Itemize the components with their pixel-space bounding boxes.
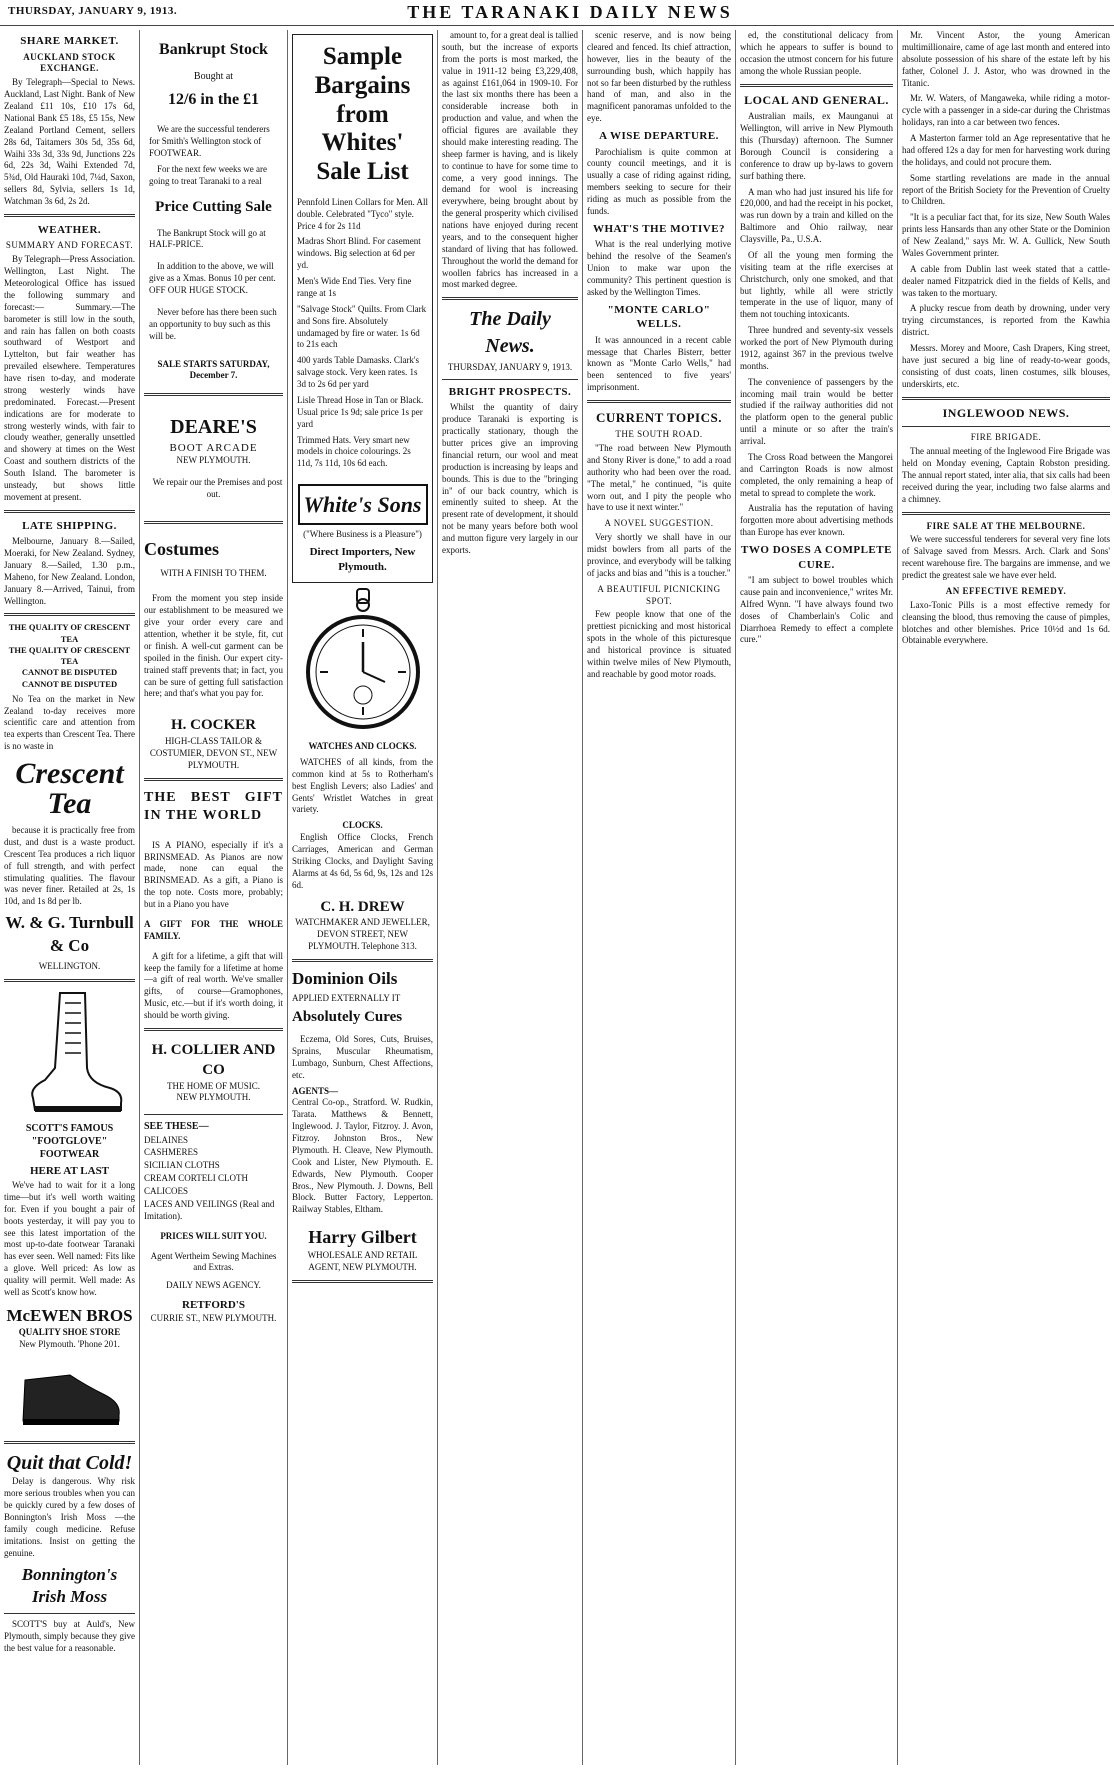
crescent-text: No Tea on the market in New Zealand to-day receives more scientific care and attention from tea experts than Crescent Tea. There is no waste in — [4, 693, 135, 752]
divider — [4, 510, 135, 513]
mcewen-place: New Plymouth. 'Phone 201. — [19, 1339, 120, 1350]
divider — [4, 613, 135, 616]
local-text-4: Three hundred and seventy-six vessels worked the port of New Plymouth during 1912, against 367 in the previous twelve months. — [740, 325, 893, 371]
divider — [442, 379, 578, 380]
deare-sub: BOOT ARCADE — [169, 441, 258, 454]
divider — [292, 1280, 433, 1283]
bankrupt-text-3: The Bankrupt Stock will go at HALF-PRICE. — [149, 227, 266, 250]
rescue-text: A plucky rescue from death by drowning, under very trying circumstances, is reported from the Kawhia district. — [902, 303, 1110, 338]
agent-line: Agent Wertheim Sewing Machines and Extras. — [150, 1250, 277, 1273]
local-text-7: Australia has the reputation of having forgotten more about advertising methods than Europe has ever known. — [740, 503, 893, 538]
fire-brigade-heading: FIRE BRIGADE. — [970, 432, 1042, 443]
masthead — [0, 0, 1114, 26]
divider — [144, 393, 283, 396]
divider — [144, 778, 283, 781]
bankrupt-text-5: Never before has there been such an opportunity to buy such as this will be. — [149, 306, 277, 341]
see-item: DELAINES — [144, 1134, 188, 1145]
fire-brigade-text: The annual meeting of the Inglewood Fire Brigade was held on Monday evening, Captain Robston presiding. The annual report stated, inter alia, that six calls had been received during the year, including two false alarms and a chimney. — [902, 446, 1110, 504]
brinsmead-text: IS A PIANO, especially if it's a BRINSMEAD. As Pianos are now made, none can equal the BRINSMEAD. As a gift, a Piano is the top note. Costs more, probably; but in a Piano you have — [144, 839, 283, 910]
morey-moore-text: Messrs. Morey and Moore, Cash Drapers, King street, have just secured a big line of ready-to-wear goods, consisting of dust coats, linen costumes, silk blouses, underskirts, etc. — [902, 343, 1110, 389]
collier-name: H. COLLIER AND CO — [151, 1041, 276, 1078]
bankrupt-text-1: We are the successful tenderers for Smith's Wellington stock of FOOTWEAR. — [149, 124, 270, 159]
south-road-heading: THE SOUTH ROAD. — [615, 429, 703, 440]
watches-heading: WATCHES AND CLOCKS. — [308, 741, 417, 752]
wise-departure-text: Parochialism is quite common at county council meetings, and it is usually a case of riding against riding, members seeking to secure for their riding as much as possible from the funds. — [587, 146, 731, 216]
column-6 — [740, 30, 893, 1765]
column-rule — [582, 30, 583, 1765]
bonnington-logo: Bonnington's Irish Moss — [21, 1564, 118, 1606]
cruelty-text: Some startling revelations are made in the annual report of the British Society for the Prevention of Cruelty to Children. — [902, 172, 1110, 207]
novel-suggestion-text: Very shortly we shall have in our midst bowlers from all parts of the province, and everybody will be talking of jacks and bias and "this is a toucher." — [587, 532, 731, 578]
column-7 — [902, 30, 1110, 1765]
whites-sub: Direct Importers, New Plymouth. — [309, 546, 416, 573]
inglewood-heading: INGLEWOOD NEWS. — [942, 405, 1070, 420]
divider — [144, 1028, 283, 1031]
turnbull-place: WELLINGTON. — [38, 961, 101, 972]
wool-article-text: amount to, for a great deal is tallied south, but the increase of exports from the ports is most marked, the value in 1911-12 being £3,229,408, as against £161,064 in 1909-10. For the last six months there has been a considerable increase both in production and value, and when the official figures are available they should make interesting reading. The sheep farmer is having, and is likely to continue to have for some time to come, a very good innings. The demand for wool is increasing everywhere, being brought about by the general prosperity which civilised nations have enjoyed during recent years, and to the consequent higher standard of living that has followed. Throughout the world the demand for woollen fabrics has increased in a most marked degree. — [442, 30, 578, 290]
dominion-title: Dominion Oils — [292, 968, 398, 988]
column-rule — [139, 30, 140, 1765]
agents-text: Central Co-op., Stratford. W. Rudkin, Tarata. Matthews & Bennett, Inglewood. J. Taylor, Fitzroy. J. Avon, Fitzroy. Johnston Bros., New Plymouth. H. Cleave, New Plymouth. Cook and Lister, New Plymouth. E. Edwards, New Plymouth. Cooper Bros., New Plymouth. J. Downs, Bell Block. Butter Factory, Lepperton. Railway Stables, Eltham. — [292, 1097, 433, 1215]
scenic-reserve-text: scenic reserve, and is now being cleared and fenced. Its chief attraction, however, lies in the beauty of the surrounding bush, which happily has not so far been disturbed by the ruthless hand of man, and also in the magnificent panoramas unfolded to the eye. — [587, 30, 731, 124]
sale-item: Pennfold Linen Collars for Men. All double. Celebrated "Tyco" style. Price 4 for 2s 11d — [297, 196, 428, 231]
sale-item: "Salvage Stock" Quilts. From Clark and Sons fire. Absolutely undamaged by fire or water. 1s 6d to 21s each — [297, 303, 427, 350]
divider — [144, 1114, 283, 1115]
costumes-title: Costumes — [144, 538, 219, 559]
russian-text: ed, the constitutional delicacy from which he appears to suffer is bound to occasion the utmost concern for his future among the whole Russian people. — [740, 30, 893, 76]
whites-logo: White's Sons — [298, 484, 428, 525]
divider — [292, 959, 433, 962]
turnbull-name: W. & G. Turnbull & Co — [5, 913, 134, 955]
shoe-illustration-icon — [15, 1355, 125, 1435]
column-2 — [144, 30, 283, 1765]
costumes-sub: WITH A FINISH TO THEM. — [160, 567, 267, 578]
melbourne-text: We were successful tenderers for several very fine lots of Salvage saved from Messrs. Arch. Clark and Sons' recent warehouse fire. The bargains are immense, and we predict the greatest sale we have ever held. — [902, 534, 1110, 581]
weather-heading: WEATHER. — [37, 223, 102, 236]
bankrupt-title: Bankrupt Stock — [159, 41, 268, 58]
sale-item: Trimmed Hats. Very smart new models in choice colourings. 2s 11d, 7s 11d, 10s 6d each. — [297, 434, 411, 469]
dublin-text: A cable from Dublin last week stated that a cattle-dealer named Fitzpatrick died in the fields of Kells, and was taken to the mortuary. — [902, 263, 1110, 298]
cocker-sub: HIGH-CLASS TAILOR & COSTUMIER, DEVON ST., NEW PLYMOUTH. — [149, 736, 278, 770]
divider — [902, 426, 1110, 427]
gift-title: A GIFT FOR THE WHOLE FAMILY. — [144, 918, 283, 941]
crescent-text-2: because it is practically free from dust, and dust is a waste product. Crescent Tea produces a rich liquor of full strength, and with perfect stimulating qualities. The flavour was never finer. Retailed at 2s, 1s 10d, and 1s 8d per lb. — [4, 825, 135, 907]
deare-name: DEARE'S — [170, 416, 257, 439]
collier-place: NEW PLYMOUTH. — [176, 1092, 251, 1103]
see-item: CREAM CORTELI CLOTH — [144, 1173, 248, 1184]
bankrupt-price: 12/6 in the £1 — [167, 91, 260, 109]
sale-item: Lisle Thread Hose in Tan or Black. Usual price 1s 9d; sale price 1s per yard — [297, 394, 424, 429]
sale-item: Men's Wide End Ties. Very fine range at 1s — [297, 276, 412, 298]
mcewen-name: McEWEN BROS — [6, 1305, 133, 1325]
watches-text: WATCHES of all kinds, from the common kind at 5s to Rotherham's best English Levers; also Ladies' and Gents' Wristlet Watches in great variety. — [292, 756, 433, 815]
masthead-date: THURSDAY, JANUARY 9, 1913. — [8, 5, 178, 17]
monte-carlo-text: It was announced in a recent cable message that Charles Bisterr, better known as "Monte Carlo Wells," had been sentenced to five years' imprisonment. — [587, 334, 731, 393]
local-text-3: Of all the young men forming the visiting team at the rifle exercises at Christchurch, only one smoked, and that but lightly, while all were strictly temperate in the use of liquor, many of them not touching intoxicants. — [740, 249, 893, 320]
clocks-heading: CLOCKS. — [342, 820, 383, 831]
wise-departure-heading: A WISE DEPARTURE. — [599, 130, 719, 142]
daily-news-title: The Daily News. — [469, 308, 551, 357]
column-rule — [897, 30, 898, 1765]
divider — [740, 84, 893, 87]
south-road-text: "The road between New Plymouth and Stony River is done," to add a road authority who had been over the road. "The metal," he continued, "is quite worn out, and I pity the people who have to use it next winter." — [587, 443, 731, 513]
see-item: CASHMERES — [144, 1147, 199, 1158]
see-item: SICILIAN CLOTHS — [144, 1160, 220, 1171]
deare-place: NEW PLYMOUTH. — [176, 455, 251, 466]
divider — [902, 512, 1110, 515]
crescent-line-4: CANNOT BE DISPUTED — [21, 678, 118, 689]
drew-sub: WATCHMAKER AND JEWELLER, DEVON STREET, NEW PLYMOUTH. Telephone 313. — [295, 917, 430, 952]
dominion-text: Eczema, Old Sores, Cuts, Bruises, Sprains, Muscular Rheumatism, Lumbago, Sunburn, Chest Affections, etc. — [292, 1034, 433, 1080]
picnic-heading: A BEAUTIFUL PICNICKING SPOT. — [597, 583, 721, 606]
footer-text: SCOTT'S buy at Auld's, New Plymouth, simply because they give the best value for a reasonable. — [4, 1619, 135, 1654]
drew-name: C. H. DREW — [320, 898, 405, 915]
daily-agency: DAILY NEWS AGENCY. — [166, 1280, 261, 1291]
divider — [4, 214, 135, 217]
sale-starts: SALE STARTS SATURDAY, December 7. — [157, 358, 270, 381]
masterton-text: A Masterton farmer told an Age representative that he had offered 12s a day for men for harvesting work during the holidays, and could not procure them. — [902, 133, 1110, 167]
clocks-text: English Office Clocks, French Carriages, American and German Striking Clocks, and Daylight Saving Alarms at 4s 6d, 5s 6d, 9s, 12s and 12s 6d. — [292, 832, 433, 890]
crescent-tea-logo: Crescent Tea — [15, 757, 124, 821]
column-3 — [292, 30, 433, 1765]
local-text-6: The Cross Road between the Mangorei and Carrington Roads is now almost completed, the only remaining a heap of metal to spread to complete the work. — [740, 451, 893, 498]
dominion-cure: Absolutely Cures — [292, 1009, 403, 1026]
weather-subhead: SUMMARY AND FORECAST. — [5, 240, 134, 251]
divider — [902, 397, 1110, 400]
divider — [587, 400, 731, 403]
scott-title: SCOTT'S FAMOUS "FOOTGLOVE" FOOTWEAR — [25, 1122, 114, 1161]
novel-suggestion-heading: A NOVEL SUGGESTION. — [604, 518, 714, 529]
gilbert-name: Harry Gilbert — [308, 1227, 417, 1248]
local-text-1: Australian mails, ex Maunganui at Wellington, will arrive in New Plymouth this (Thursday) afternoon. The Sumner Borough Council is considering a conference to draw up by-laws to govern surf bathing there. — [740, 111, 893, 181]
column-4 — [442, 30, 578, 1765]
scott-text: We've had to wait for it a long time—but it's well worth waiting for. Even if you bought a pair of boots yesterday, it will pay you to see this latest importation of the most up-to-date footwear Taranaki has ever seen. Well named: Fits like a glove. Well priced: As low as quality will permit. Well made: As well as Scott's know how. — [4, 1180, 135, 1297]
column-1 — [4, 30, 135, 1765]
whites-motto: ("Where Business is a Pleasure") — [303, 529, 422, 540]
divider — [144, 521, 283, 524]
agents-heading: AGENTS— — [292, 1085, 339, 1096]
local-text-2: A man who had just insured his life for £20,000, and had the receipt in his pocket, was run down by a train and killed on the Baltimore and Ohio railway, near Claysville, Pa., U.S.A. — [740, 186, 893, 245]
column-rule — [735, 30, 736, 1765]
costumes-text: From the moment you step inside our establishment to be measured we give your order every care and attention, whether it be style, fit, cut or finish. A well-cut garment can be spoiled in the finish. Our expert city-trained staff prevents that; in fact, you can be sure of getting full satisfaction here; and that's what you pay for. — [144, 593, 283, 699]
quit-cold-text: Delay is dangerous. Why risk more serious troubles when you can be quickly cured by a few doses of Bonnington's Irish Moss —the family cough medicine. Refuse imitations. Insist on getting the genuine. — [4, 1476, 135, 1558]
bright-prospects-heading: BRIGHT PROSPECTS. — [448, 385, 572, 398]
motive-heading: WHAT'S THE MOTIVE? — [592, 222, 726, 235]
cocker-name: H. COCKER — [170, 717, 256, 734]
retford-place: CURRIE ST., NEW PLYMOUTH. — [150, 1312, 277, 1323]
share-exchange-subhead: AUCKLAND STOCK EXCHANGE. — [23, 51, 116, 74]
whites-sale-ad — [292, 34, 433, 583]
crescent-line-3: CANNOT BE DISPUTED — [21, 667, 118, 678]
price-cutting-title: Price Cutting Sale — [155, 198, 272, 215]
bright-prospects-text: Whilst the quantity of dairy produce Taranaki is exporting is practically stationary, though the butter prices give an improving financial return, our wool and meat production is increasing by leaps and bounds. This is due to the "bringing in" of our back country, which is eminently suited to sheep. At the present rate of development, it should not be many years before both wool and mutton figure very largely in our exports. — [442, 402, 578, 555]
monte-carlo-heading: "MONTE CARLO" WELLS. — [607, 303, 711, 331]
local-general-heading: LOCAL AND GENERAL. — [744, 92, 889, 107]
sale-item: Madras Short Blind. For casement windows. Big selection at 6d per yd. — [297, 236, 421, 271]
column-rule — [437, 30, 438, 1765]
prices-suit: PRICES WILL SUIT YOU. — [160, 1230, 267, 1241]
gift-text: A gift for a lifetime, a gift that will keep the family for a lifetime at home—a gift of real worth. We've smaller gifts, of course—Gramophones, Music, etc.—but if it's worth doing, it should be worth giving. — [144, 950, 283, 1021]
shipping-text: Melbourne, January 8.—Sailed, Moeraki, for New Zealand. Sydney, January 8.—Sailed, 1.30 p.m., Maheno, for New Zealand. London, January 8.—Arrived, Tainui, from Wellington. — [4, 536, 135, 606]
share-market-text: By Telegraph—Special to News. Auckland, Last Night. Bank of New Zealand £11 10s, £10 17s 6d, National Bank £5 18s, £5 15s, New Zealand Portland Cement, sellers 28s 6d, Taitamers 30s 5d, 35s 6d, Waihi 33s 3d, 33s 9d, Junctions 22s 6d, 22s 3d, Waihi Extended 7d, 5¾d, Old Hauraki 10d, 7¼d, Saxon, sellers 8d, Sylvia, sellers 1s 1d, Watchman 3s 6d, 2s 2d. — [4, 77, 135, 207]
retford-name: RETFORD'S — [182, 1299, 245, 1312]
boot-illustration-icon — [15, 988, 125, 1118]
astor-text: Mr. Vincent Astor, the young American multimillionaire, came of age last month and entered into absolute possession of his share of the estate left by his father, Colonel J. J. Astor, who was drowned in the Titanic. — [902, 30, 1110, 88]
crescent-line-1: THE QUALITY OF CRESCENT TEA — [8, 622, 131, 644]
divider — [4, 1441, 135, 1444]
bankrupt-stock-ad — [144, 34, 283, 387]
melbourne-heading: FIRE SALE AT THE MELBOURNE. — [926, 520, 1086, 531]
collier-sub: THE HOME OF MUSIC. — [166, 1080, 260, 1091]
divider — [442, 297, 578, 300]
sample-bargains-title: Sample Bargains from Whites' Sale List — [314, 43, 411, 185]
waters-text: Mr. W. Waters, of Mangaweka, while riding a motor-cycle with a passenger in a side-car during the Christmas holidays, ran into a car between two fences. — [902, 93, 1110, 128]
two-doses-text: "I am subject to bowel troubles which cause pain and inconvenience," writes Mr. Alfred Wynn. "I have always found two doses of Chamberlain's Colic and Diarrhoea Remedy to effect a complete cure." — [740, 575, 893, 645]
column-5 — [587, 30, 731, 1765]
deare-text: We repair our the Premises and post out. — [152, 477, 283, 499]
shipping-heading: LATE SHIPPING. — [22, 519, 117, 532]
mcewen-sub: QUALITY SHOE STORE — [18, 1327, 121, 1338]
divider — [4, 1613, 135, 1614]
share-market-heading: SHARE MARKET. — [20, 35, 119, 47]
bankrupt-text-4: In addition to the above, we will give as a Xmas. Bonus 10 per cent. OFF OUR HUGE STOCK. — [149, 261, 276, 296]
best-gift-title: THE BEST GIFT IN THE WORLD — [144, 789, 283, 824]
local-text-5: The convenience of passengers by the incoming mail train would be better studied if the railway authorities did not the platform open to the general public until a minute or so after the train's arrival. — [740, 376, 893, 447]
gilbert-sub: WHOLESALE AND RETAIL AGENT, NEW PLYMOUTH. — [307, 1249, 418, 1272]
divider — [4, 979, 135, 982]
daily-news-date: THURSDAY, JANUARY 9, 1913. — [447, 362, 573, 373]
bankrupt-sub: Bought at — [193, 71, 234, 83]
see-item: CALICOES — [144, 1186, 189, 1196]
current-topics-heading: CURRENT TOPICS. — [596, 410, 722, 426]
motive-text: What is the real underlying motive behind the resolve of the Seamen's Union to make war upon the community? This pertinent question is asked by the Wellington Times. — [587, 239, 731, 297]
quit-cold-title: Quit that Cold! — [6, 1452, 133, 1474]
dominion-sub: APPLIED EXTERNALLY IT — [292, 993, 401, 1004]
masthead-title: THE TARANAKI DAILY NEWS — [407, 2, 733, 22]
two-doses-heading: TWO DOSES A COMPLETE CURE. — [741, 544, 892, 571]
see-these-title: SEE THESE— — [144, 1121, 209, 1133]
effective-remedy-text: Laxo-Tonic Pills is a most effective remedy for cleansing the blood, thus removing the cause of pimples, blotches and other blemishes. Price 10½d and 1s 6d. Obtainable everywhere. — [902, 599, 1110, 646]
effective-remedy-heading: AN EFFECTIVE REMEDY. — [945, 585, 1067, 596]
see-item: LACES AND VEILINGS (Real and Imitation). — [144, 1198, 275, 1221]
pocket-watch-icon — [303, 587, 423, 737]
scott-sub: HERE AT LAST — [29, 1164, 110, 1177]
column-rule — [287, 30, 288, 1765]
picnic-text: Few people know that one of the prettiest picnicking and most historical spots in the whole of this picturesque and historical province is situated within twelve miles of New Plymouth, and reachable by good motor roads. — [587, 609, 731, 679]
crescent-line-2: THE QUALITY OF CRESCENT TEA — [8, 644, 131, 667]
hansard-text: "It is a peculiar fact that, for its size, New South Wales prints less Hansards than any other State or the Dominion of New Zealand," says Mr. W. A. Gullick, New South Wales Government printer. — [902, 212, 1110, 258]
bankrupt-text-2: For the next few weeks we are going to treat Taranaki to a real — [149, 164, 267, 186]
sale-item: 400 yards Table Damasks. Clark's salvage stock. Very keen rates. 1s 3d to 2s 6d per yard — [297, 355, 420, 389]
weather-text: By Telegraph—Press Association. Wellington, Last Night. The Meteorological Office has issued the following summary and forecast:— Summary.—The barometer is still low in the south, and rain has fallen on both coasts southward of Westport and Lyttelton, but fair weather has prevailed elsewhere. Temperatures have risen to-day, and moderate strong westerly winds have predominated. Forecast.—Present indications are for moderate to strong westerly winds, with fair to cloudy weather, generally unsettled and showery at times on the West Coast and southern districts of the South Island. The barometer is unsteady, but shows little movement at present. — [4, 254, 135, 502]
